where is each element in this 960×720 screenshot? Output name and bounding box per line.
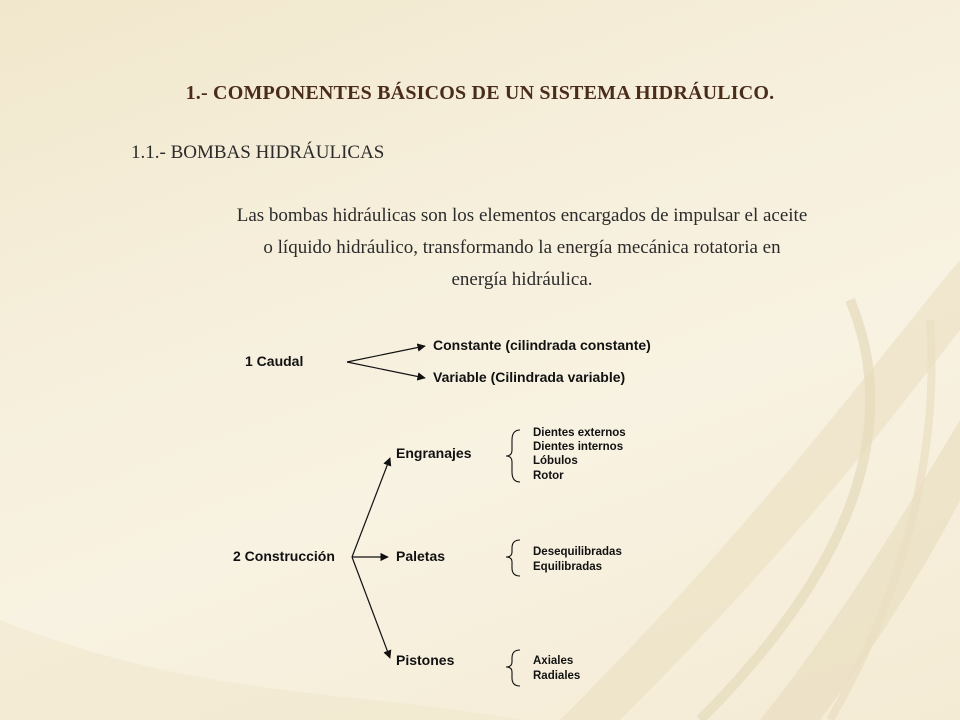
paragraph-line: o líquido hidráulico, transformando la energía mecánica rotatoria en xyxy=(263,237,781,258)
caudal-arrow-constante xyxy=(347,346,425,362)
paragraph-line: Las bombas hidráulicas son los elementos encargados de impulsar el aceite xyxy=(236,205,808,226)
paragraph-line: energía hidráulica. xyxy=(451,269,593,290)
brace-pistones xyxy=(506,650,520,686)
item-desequilibradas: Desequilibradas xyxy=(533,546,622,558)
item-radiales: Radiales xyxy=(533,670,581,682)
branch-engranajes: Engranajes xyxy=(396,445,472,461)
caudal-label: 1 Caudal xyxy=(245,353,304,369)
arrow-pistones xyxy=(352,557,390,658)
caudal-option-variable: Variable (Cilindrada variable) xyxy=(433,369,626,385)
item-dientes-externos: Dientes externos xyxy=(533,427,626,439)
item-lobulos: Lóbulos xyxy=(533,455,578,467)
item-axiales: Axiales xyxy=(533,655,574,667)
brace-engranajes xyxy=(506,430,520,482)
construccion-label: 2 Construcción xyxy=(233,548,335,564)
section-subtitle: 1.1.- BOMBAS HIDRÁULICAS xyxy=(131,142,385,163)
item-rotor: Rotor xyxy=(533,470,564,482)
branch-pistones: Pistones xyxy=(396,652,455,668)
arrow-engranajes xyxy=(352,458,390,557)
branch-paletas: Paletas xyxy=(396,548,446,564)
caudal-arrow-variable xyxy=(347,362,425,378)
brace-paletas xyxy=(506,540,520,576)
item-dientes-internos: Dientes internos xyxy=(533,441,624,453)
caudal-option-constante: Constante (cilindrada constante) xyxy=(433,337,651,353)
page-title: 1.- COMPONENTES BÁSICOS DE UN SISTEMA HIDRÁULICO. xyxy=(185,82,775,104)
item-equilibradas: Equilibradas xyxy=(533,561,603,573)
